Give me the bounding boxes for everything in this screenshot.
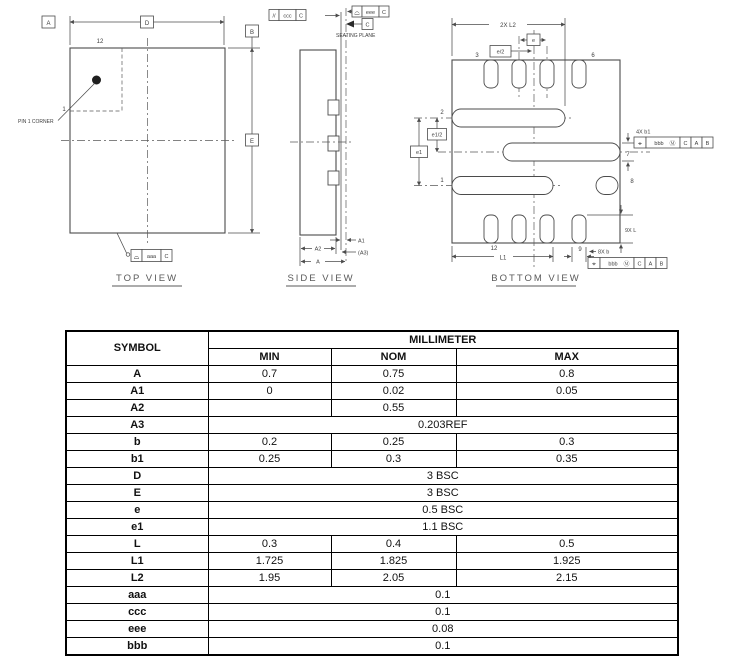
value-cell: 0.2 xyxy=(208,434,331,451)
pin2-number: 2 xyxy=(440,110,444,116)
pin1-indicator-dot xyxy=(92,76,101,85)
value-cell: 0.3 xyxy=(331,451,456,468)
value-cell: 0.25 xyxy=(331,434,456,451)
bottom-view xyxy=(411,18,714,286)
col-header-max: MAX xyxy=(456,349,678,366)
pin1-corner-label: PIN 1 CORNER xyxy=(18,119,54,125)
value-cell: 0.5 BSC xyxy=(208,502,678,519)
datum-ref-C: C xyxy=(382,10,386,16)
symbol-cell: L xyxy=(66,536,208,553)
seating-plane-label: SEATING PLANE xyxy=(336,33,376,39)
pad xyxy=(540,215,554,243)
bottom-view-title: BOTTOM VIEW xyxy=(491,273,581,284)
dim-A2-label: A2 xyxy=(314,246,322,253)
value-cell: 0.75 xyxy=(331,366,456,383)
symbol-cell: A1 xyxy=(66,383,208,400)
table-row xyxy=(66,434,678,451)
datum-ref-C: C xyxy=(164,254,169,260)
datum-ref-C: C xyxy=(299,13,303,20)
side-terminal xyxy=(328,136,339,151)
side-terminal xyxy=(328,100,339,115)
dim-e-label: e xyxy=(531,38,536,44)
table-row xyxy=(66,621,678,638)
value-cell: 0.3 xyxy=(208,536,331,553)
table-row xyxy=(66,570,678,587)
table-row xyxy=(66,366,678,383)
dim-e-half-label: e/2 xyxy=(496,49,505,56)
tolerance-eee: eee xyxy=(365,10,376,16)
value-cell: 2.05 xyxy=(331,570,456,587)
dim-e1-label: e1 xyxy=(415,150,423,156)
dim-2x-l2-label: 2X L2 xyxy=(500,23,516,29)
pad-pin1 xyxy=(452,177,553,195)
value-cell: 1.725 xyxy=(208,553,331,570)
value-cell: 0.203REF xyxy=(208,417,678,434)
dim-A1-label: A1 xyxy=(358,238,365,245)
profile-symbol-icon: ⌓ xyxy=(133,253,140,261)
symbol-cell: D xyxy=(66,468,208,485)
dimension-E xyxy=(228,25,260,233)
symbol-cell: A xyxy=(66,366,208,383)
position-tolerance-frame xyxy=(588,258,667,269)
pad xyxy=(484,60,498,88)
table-row xyxy=(66,638,678,656)
pin6-number: 6 xyxy=(591,53,595,59)
symbol-cell: bbb xyxy=(66,638,208,656)
table-row xyxy=(66,587,678,604)
datum-C-label: C xyxy=(365,22,370,29)
table-row xyxy=(66,604,678,621)
symbol-cell: e1 xyxy=(66,519,208,536)
col-header-nom: NOM xyxy=(331,349,456,366)
pad xyxy=(484,215,498,243)
value-cell: 3 BSC xyxy=(208,485,678,502)
table-row xyxy=(66,485,678,502)
dimension-e-half xyxy=(490,46,532,58)
symbol-cell: A3 xyxy=(66,417,208,434)
pad xyxy=(512,60,526,88)
table-row xyxy=(66,400,678,417)
col-header-symbol: SYMBOL xyxy=(66,331,208,366)
tolerance-bbb: bbb xyxy=(654,141,664,147)
value-cell: 0.08 xyxy=(208,621,678,638)
table-row xyxy=(66,536,678,553)
mmc-modifier-icon: Ⓜ xyxy=(623,262,630,268)
dim-l1-label: L1 xyxy=(499,255,507,262)
label-8x-b: 8X b xyxy=(598,249,610,256)
dimension-e1 xyxy=(411,118,428,186)
pin7-number: 7 xyxy=(626,152,630,158)
dim-E-label: E xyxy=(249,139,255,145)
value-cell: 0.25 xyxy=(208,451,331,468)
dimension-e xyxy=(521,34,546,46)
value-cell: 0.4 xyxy=(331,536,456,553)
datum-ref-B: B xyxy=(705,141,710,147)
value-cell: 0.1 xyxy=(208,638,678,656)
dim-A3-label: (A3) xyxy=(358,250,369,257)
pin1-number: 1 xyxy=(62,107,66,113)
pad xyxy=(512,215,526,243)
symbol-cell: E xyxy=(66,485,208,502)
tolerance-aaa: aaa xyxy=(146,254,157,260)
symbol-cell: ccc xyxy=(66,604,208,621)
pin1-number: 1 xyxy=(440,178,444,184)
datum-ref-A: A xyxy=(648,261,653,268)
datum-ref-B: B xyxy=(659,261,664,268)
edge-profile-tolerance-frame xyxy=(117,233,172,262)
table-row xyxy=(66,519,678,536)
side-terminal xyxy=(328,171,339,185)
value-cell: 0.1 xyxy=(208,587,678,604)
symbol-cell: eee xyxy=(66,621,208,638)
position-symbol-icon: ⌖ xyxy=(638,139,642,148)
label-4x-b1: 4X b1 xyxy=(636,129,651,136)
table-row xyxy=(66,553,678,570)
profile-symbol-icon: ⌓ xyxy=(354,8,360,17)
value-cell: 0.05 xyxy=(456,383,678,400)
pad-pin7 xyxy=(503,143,620,161)
position-symbol-icon: ⌖ xyxy=(592,260,596,268)
table-row xyxy=(66,451,678,468)
table-row xyxy=(66,417,678,434)
dimension-e1-half xyxy=(428,118,447,152)
col-header-min: MIN xyxy=(208,349,331,366)
symbol-cell: b1 xyxy=(66,451,208,468)
pin12-number: 12 xyxy=(96,39,104,45)
value-cell: 0.3 xyxy=(456,434,678,451)
pad xyxy=(572,60,586,88)
datum-A-label: A xyxy=(46,21,51,27)
dimension-table-body xyxy=(66,366,678,656)
value-cell: 2.15 xyxy=(456,570,678,587)
pad xyxy=(572,215,586,243)
datum-B-label: B xyxy=(249,30,255,36)
top-view xyxy=(18,16,260,286)
value-cell: 0 xyxy=(208,383,331,400)
symbol-cell: L1 xyxy=(66,553,208,570)
dim-9x-l-label: 9X L xyxy=(625,228,637,234)
dimension-D xyxy=(42,16,224,45)
symbol-cell: b xyxy=(66,434,208,451)
top-view-title: TOP VIEW xyxy=(115,273,179,284)
symbol-cell: e xyxy=(66,502,208,519)
parallelism-tolerance-frame xyxy=(269,10,306,21)
value-cell: 0.8 xyxy=(456,366,678,383)
symbol-cell: L2 xyxy=(66,570,208,587)
value-cell: 1.925 xyxy=(456,553,678,570)
table-row xyxy=(66,383,678,400)
pad-pin8 xyxy=(596,177,618,195)
col-header-millimeter: MILLIMETER xyxy=(208,331,678,349)
dimension-4x-b1 xyxy=(622,130,713,172)
datum-ref-C: C xyxy=(637,261,642,268)
value-cell: 3 BSC xyxy=(208,468,678,485)
thickness-dimensions xyxy=(300,237,369,266)
pad xyxy=(540,60,554,88)
value-cell: 0.55 xyxy=(331,400,456,417)
value-cell: 0.7 xyxy=(208,366,331,383)
dimension-l1 xyxy=(452,246,553,262)
package-drawing xyxy=(0,0,731,312)
table-row xyxy=(66,502,678,519)
pin8-number: 8 xyxy=(630,179,634,185)
parallelism-symbol-icon: // xyxy=(272,13,276,20)
value-cell: 0.35 xyxy=(456,451,678,468)
dimension-table xyxy=(65,330,679,656)
dim-D-label: D xyxy=(144,21,150,27)
pad-pin2 xyxy=(452,109,565,127)
pin3-number: 3 xyxy=(475,53,479,59)
dim-A-label: A xyxy=(316,259,320,266)
tolerance-ccc: ccc xyxy=(283,13,292,20)
value-cell: 0.02 xyxy=(331,383,456,400)
mmc-modifier-icon: Ⓜ xyxy=(669,141,676,148)
tolerance-bbb: bbb xyxy=(608,261,618,268)
position-tolerance-frame xyxy=(634,137,713,148)
side-view-title: SIDE VIEW xyxy=(287,273,355,284)
pin9-number: 9 xyxy=(578,247,582,253)
pin12-number: 12 xyxy=(490,246,498,252)
value-cell xyxy=(208,400,331,417)
value-cell: 1.825 xyxy=(331,553,456,570)
value-cell: 0.5 xyxy=(456,536,678,553)
datum-ref-A: A xyxy=(694,141,699,147)
coplanarity-tolerance-frame xyxy=(348,6,390,17)
symbol-cell: A2 xyxy=(66,400,208,417)
side-view xyxy=(269,6,389,286)
seating-plane-datum-flag xyxy=(336,19,376,40)
symbol-cell: aaa xyxy=(66,587,208,604)
value-cell: 0.1 xyxy=(208,604,678,621)
value-cell xyxy=(456,400,678,417)
value-cell: 1.1 BSC xyxy=(208,519,678,536)
table-row xyxy=(66,468,678,485)
table-header-row xyxy=(66,331,678,349)
dim-e1-half-label: e1/2 xyxy=(431,132,443,139)
value-cell: 1.95 xyxy=(208,570,331,587)
datum-ref-C: C xyxy=(683,141,688,147)
